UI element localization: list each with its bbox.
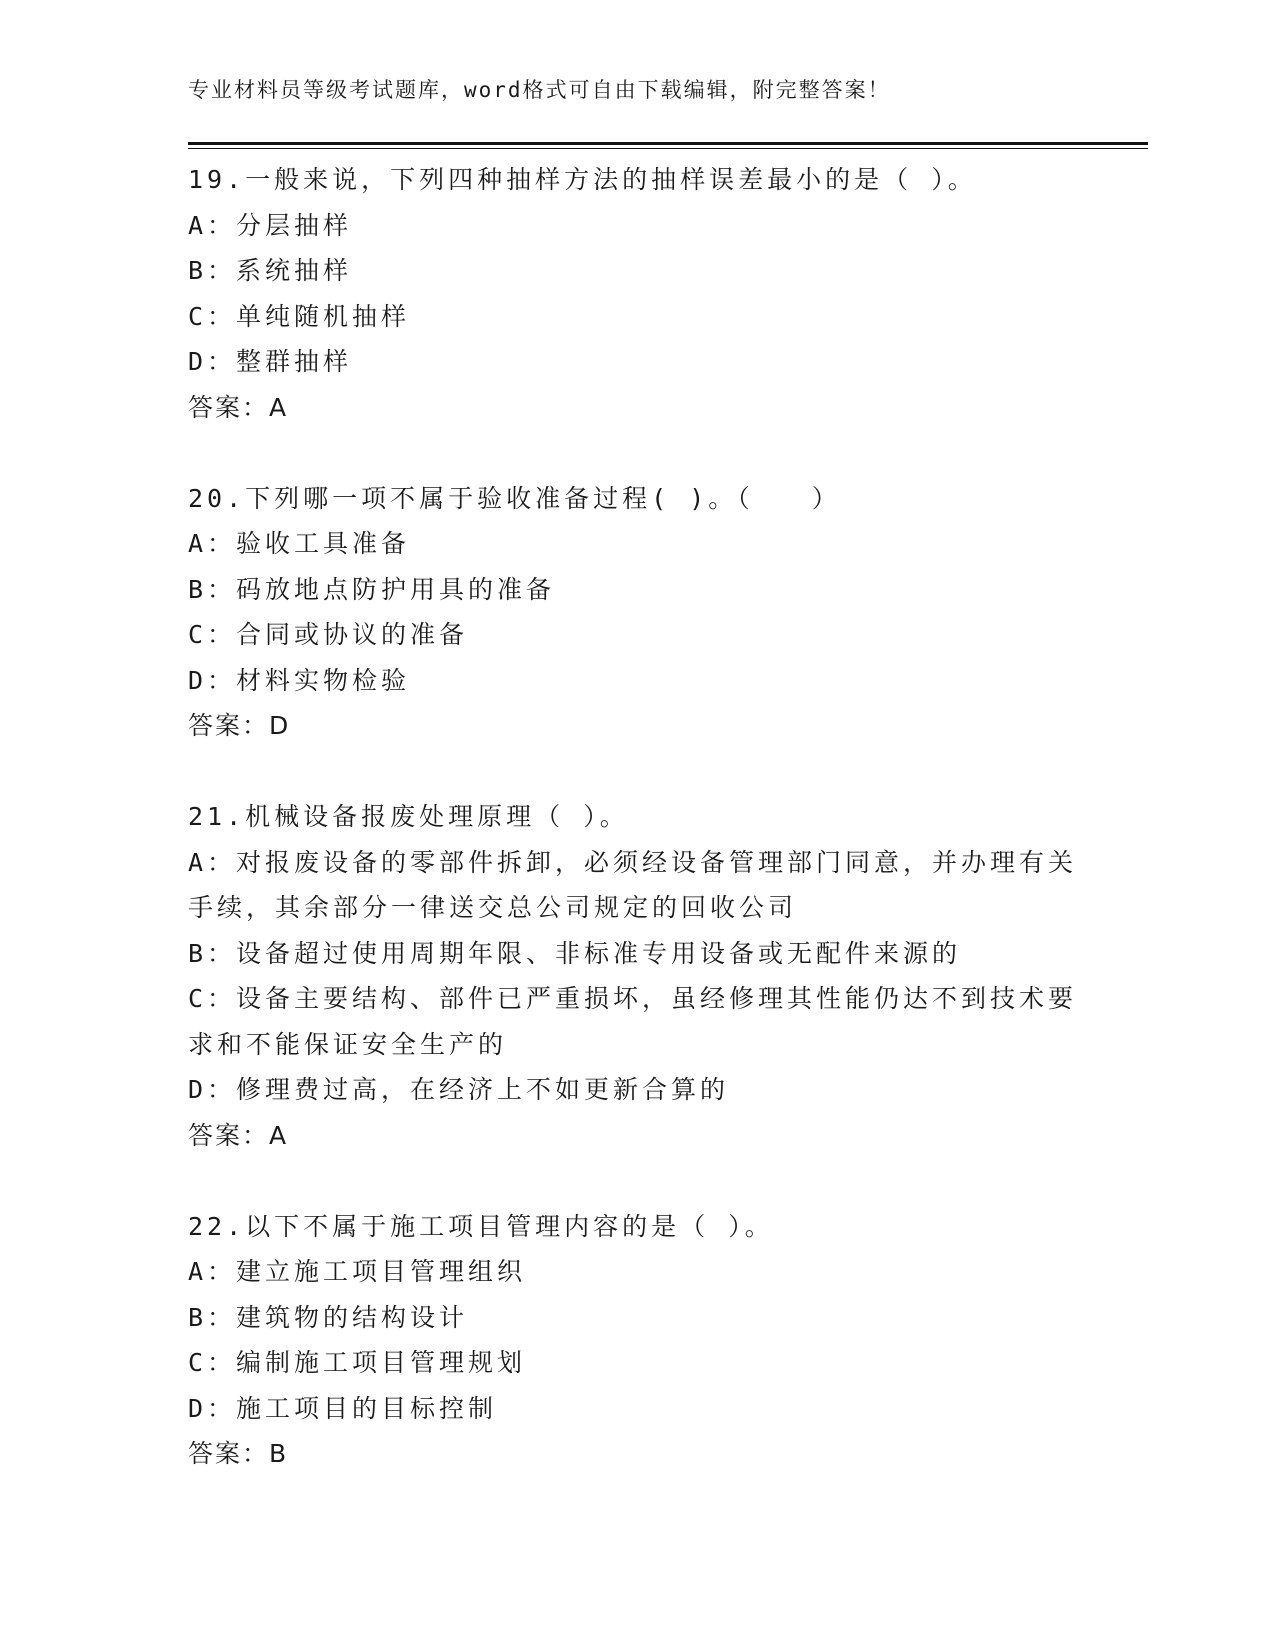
option-c: C：单纯随机抽样: [188, 301, 411, 331]
question-22: [188, 1204, 1088, 1477]
answer-line: 答案：B: [188, 1439, 289, 1468]
answer-line: 答案：A: [188, 392, 289, 422]
option-d: D：修理费过高，在经济上不如更新合算的: [188, 1075, 730, 1104]
option-d: D：施工项目的目标控制: [188, 1393, 498, 1423]
question-list: [188, 157, 1088, 1477]
question-stem: 21.机械设备报废处理原理（ ）。: [188, 802, 629, 831]
question-20: [188, 476, 1088, 749]
answer-line: 答案：D: [188, 711, 291, 740]
option-a: A：对报废设备的零部件拆卸，必须经设备管理部门同意，并办理有关手续，其余部分一律送交总公司规定的回收公司: [188, 847, 1078, 922]
option-d: D：整群抽样: [188, 347, 353, 376]
option-a: A：建立施工项目管理组织: [188, 1257, 527, 1286]
option-a: A：验收工具准备: [188, 529, 411, 558]
header-divider: [188, 142, 1148, 149]
question-stem: 20.下列哪一项不属于验收准备过程( )。（ ）: [188, 483, 841, 513]
question-stem: 22.以下不属于施工项目管理内容的是（ ）。: [188, 1211, 774, 1241]
option-c: C：设备主要结构、部件已严重损坏，虽经修理其性能仍达不到技术要求和不能保证安全生产的: [188, 984, 1078, 1059]
question-19: [188, 157, 1088, 430]
option-b: B：设备超过使用周期年限、非标准专用设备或无配件来源的: [188, 938, 962, 968]
option-d: D：材料实物检验: [188, 665, 411, 695]
question-stem: 19.一般来说，下列四种抽样方法的抽样误差最小的是（ ）。: [188, 165, 977, 194]
option-b: B：码放地点防护用具的准备: [188, 574, 556, 604]
option-c: C：合同或协议的准备: [188, 620, 469, 649]
answer-line: 答案：A: [188, 1120, 289, 1150]
option-b: B：系统抽样: [188, 256, 353, 285]
option-b: B：建筑物的结构设计: [188, 1302, 469, 1332]
option-c: C：编制施工项目管理规划: [188, 1348, 527, 1377]
option-a: A：分层抽样: [188, 210, 353, 240]
page-header: 专业材料员等级考试题库，word格式可自由下载编辑，附完整答案！: [188, 78, 891, 102]
question-21: [188, 794, 1088, 1158]
